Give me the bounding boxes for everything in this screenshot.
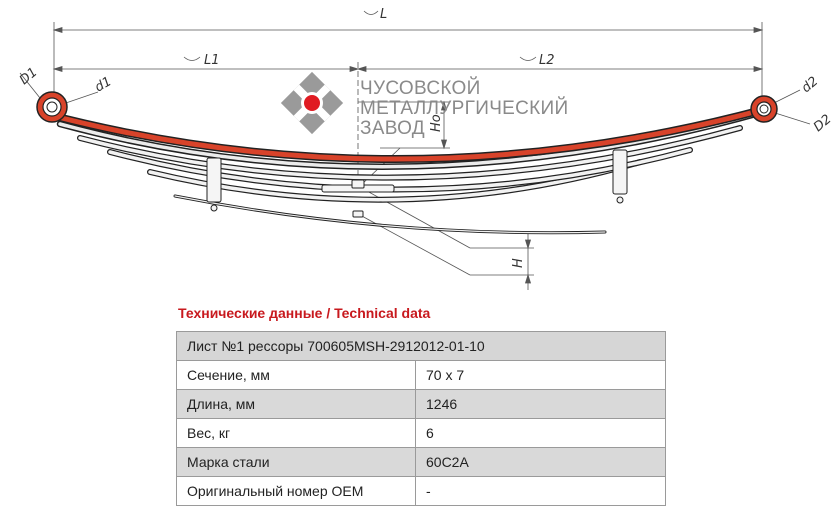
dim-D1: D1 (16, 64, 41, 89)
dim-Ho: Ho (429, 114, 444, 132)
dim-D2: D2 (810, 111, 835, 136)
table-row (177, 477, 666, 506)
row-label: Оригинальный номер OEM (177, 477, 416, 506)
right-clamp (613, 150, 627, 203)
dim-d1: d1 (92, 74, 115, 96)
plant-logo (281, 72, 569, 139)
table-row (177, 448, 666, 477)
dim-L2: L2 (539, 53, 555, 68)
row-value: 6 (416, 419, 666, 448)
dim-d2: d2 (798, 73, 822, 97)
table-row (177, 390, 666, 419)
table-row (177, 419, 666, 448)
right-eye (751, 96, 777, 122)
row-value: 60С2А (416, 448, 666, 477)
row-label: Длина, мм (177, 390, 416, 419)
table-header: Лист №1 рессоры 700605MSH-2912012-01-10 (177, 332, 666, 361)
logo-line-1: ЧУСОВСКОЙ (360, 78, 481, 99)
dim-L1: L1 (204, 53, 220, 68)
tech-data-table (176, 331, 666, 506)
row-value: 1246 (416, 390, 666, 419)
row-label: Сечение, мм (177, 361, 416, 390)
dim-H: H (511, 258, 526, 268)
table-header-row (177, 332, 666, 361)
left-eye (37, 92, 67, 122)
dim-L: L (380, 7, 388, 22)
row-label: Марка стали (177, 448, 416, 477)
table-row (177, 361, 666, 390)
row-value: - (416, 477, 666, 506)
logo-line-2: МЕТАЛЛУРГИЧЕСКИЙ (360, 98, 569, 119)
tech-data-title: Технические данные / Technical data (178, 305, 431, 321)
row-label: Вес, кг (177, 419, 416, 448)
row-value: 70 x 7 (416, 361, 666, 390)
logo-line-3: ЗАВОД (360, 118, 425, 139)
